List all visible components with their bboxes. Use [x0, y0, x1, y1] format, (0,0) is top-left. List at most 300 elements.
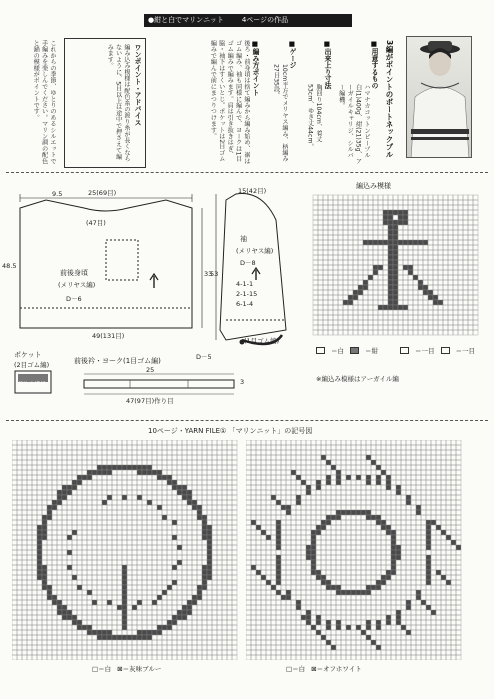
grid-cell [147, 450, 152, 455]
grid-cell [52, 485, 57, 490]
grid-cell [468, 305, 473, 310]
grid-cell [363, 330, 368, 335]
grid-cell [62, 510, 67, 515]
grid-cell [187, 530, 192, 535]
grid-cell [356, 605, 361, 610]
grid-cell [42, 530, 47, 535]
grid-cell [261, 475, 266, 480]
grid-cell [261, 550, 266, 555]
grid-cell [338, 255, 343, 260]
grid-cell [142, 630, 147, 635]
grid-cell [122, 585, 127, 590]
grid-cell [296, 530, 301, 535]
grid-cell [378, 230, 383, 235]
grid-cell [152, 520, 157, 525]
grid-cell [137, 550, 142, 555]
grid-cell [47, 650, 52, 655]
grid-cell [281, 525, 286, 530]
grid-cell [82, 650, 87, 655]
grid-cell [433, 220, 438, 225]
grid-cell [391, 440, 396, 445]
grid-cell [32, 465, 37, 470]
grid-cell [197, 570, 202, 575]
grid-cell [137, 620, 142, 625]
grid-cell [356, 615, 361, 620]
grid-cell [453, 220, 458, 225]
grid-cell [52, 460, 57, 465]
grid-cell [87, 525, 92, 530]
grid-cell [341, 450, 346, 455]
grid-cell [331, 620, 336, 625]
grid-cell [386, 460, 391, 465]
grid-cell [386, 650, 391, 655]
grid-cell [122, 480, 127, 485]
grid-cell [27, 530, 32, 535]
grid-cell [448, 325, 453, 330]
grid-cell [353, 325, 358, 330]
grid-cell [276, 585, 281, 590]
grid-cell [356, 640, 361, 645]
grid-cell [388, 235, 393, 240]
grid-cell [112, 600, 117, 605]
grid-cell [398, 305, 403, 310]
grid-cell [167, 640, 172, 645]
grid-cell [251, 540, 256, 545]
grid-cell [172, 475, 177, 480]
grid-cell [401, 495, 406, 500]
grid-cell [192, 485, 197, 490]
grid-cell [468, 210, 473, 215]
grid-cell [291, 570, 296, 575]
grid-cell [426, 630, 431, 635]
grid-cell [301, 460, 306, 465]
grid-cell [468, 320, 473, 325]
grid-cell [207, 610, 212, 615]
grid-cell [172, 450, 177, 455]
grid-cell [227, 480, 232, 485]
grid-cell [301, 565, 306, 570]
grid-cell [177, 520, 182, 525]
grid-cell [371, 560, 376, 565]
grid-cell [326, 510, 331, 515]
grid-cell [212, 440, 217, 445]
grid-cell [411, 625, 416, 630]
grid-cell [67, 625, 72, 630]
grid-cell [232, 450, 237, 455]
grid-cell [411, 580, 416, 585]
grid-cell [77, 550, 82, 555]
grid-cell [296, 445, 301, 450]
grid-cell [313, 315, 318, 320]
grid-cell [306, 475, 311, 480]
grid-cell [212, 565, 217, 570]
grid-cell [87, 460, 92, 465]
grid-cell [187, 460, 192, 465]
grid-cell [323, 285, 328, 290]
grid-cell [212, 575, 217, 580]
grid-cell [311, 600, 316, 605]
grid-cell [363, 205, 368, 210]
grid-cell [286, 565, 291, 570]
grid-cell [396, 505, 401, 510]
grid-cell [227, 585, 232, 590]
grid-cell [187, 450, 192, 455]
grid-cell [72, 530, 77, 535]
grid-cell [57, 530, 62, 535]
grid-cell [401, 590, 406, 595]
grid-cell [152, 585, 157, 590]
grid-cell [438, 225, 443, 230]
grid-cell [187, 620, 192, 625]
grid-cell [348, 260, 353, 265]
grid-cell [463, 315, 468, 320]
grid-cell [458, 285, 463, 290]
grid-cell [162, 655, 167, 660]
grid-cell [391, 455, 396, 460]
grid-cell [403, 310, 408, 315]
grid-cell [207, 485, 212, 490]
grid-cell [291, 505, 296, 510]
grid-cell [378, 305, 383, 310]
grid-cell [232, 455, 237, 460]
grid-cell [27, 640, 32, 645]
grid-cell [371, 650, 376, 655]
bl-legend-b: ⊠＝灰味ブルー [117, 665, 162, 673]
grid-cell [251, 605, 256, 610]
grid-cell [453, 210, 458, 215]
grid-cell [446, 495, 451, 500]
grid-cell [443, 295, 448, 300]
grid-cell [112, 615, 117, 620]
grid-cell [82, 570, 87, 575]
grid-cell [378, 210, 383, 215]
grid-cell [67, 575, 72, 580]
grid-cell [348, 215, 353, 220]
grid-cell [232, 445, 237, 450]
grid-cell [336, 520, 341, 525]
grid-cell [87, 440, 92, 445]
grid-cell [52, 640, 57, 645]
grid-cell [456, 460, 461, 465]
grid-cell [132, 440, 137, 445]
grid-cell [341, 495, 346, 500]
grid-cell [266, 545, 271, 550]
grid-cell [281, 465, 286, 470]
grid-cell [446, 470, 451, 475]
grid-cell [172, 525, 177, 530]
grid-cell [356, 500, 361, 505]
grid-cell [316, 575, 321, 580]
grid-cell [338, 310, 343, 315]
grid-cell [152, 440, 157, 445]
grid-cell [473, 205, 478, 210]
grid-cell [17, 515, 22, 520]
grid-cell [356, 490, 361, 495]
grid-cell [112, 520, 117, 525]
grid-cell [433, 285, 438, 290]
grid-cell [82, 655, 87, 660]
grid-cell [468, 250, 473, 255]
grid-cell [381, 645, 386, 650]
grid-cell [326, 590, 331, 595]
grid-cell [182, 520, 187, 525]
grid-cell [338, 320, 343, 325]
grid-cell [301, 540, 306, 545]
grid-cell [222, 635, 227, 640]
grid-cell [381, 450, 386, 455]
grid-cell [147, 650, 152, 655]
grid-cell [373, 295, 378, 300]
grid-cell [343, 225, 348, 230]
grid-cell [37, 565, 42, 570]
grid-cell [296, 500, 301, 505]
grid-cell [446, 555, 451, 560]
grid-cell [361, 520, 366, 525]
grid-cell [172, 545, 177, 550]
grid-cell [398, 260, 403, 265]
grid-cell [172, 540, 177, 545]
grid-cell [52, 625, 57, 630]
grid-cell [112, 595, 117, 600]
grid-cell [473, 220, 478, 225]
grid-cell [296, 630, 301, 635]
grid-cell [137, 505, 142, 510]
grid-cell [251, 655, 256, 660]
grid-cell [222, 525, 227, 530]
grid-cell [27, 645, 32, 650]
grid-cell [376, 630, 381, 635]
grid-cell [187, 585, 192, 590]
grid-cell [386, 510, 391, 515]
grid-cell [152, 635, 157, 640]
grid-cell [137, 645, 142, 650]
grid-cell [17, 625, 22, 630]
grid-cell [281, 490, 286, 495]
grid-cell [383, 260, 388, 265]
grid-cell [102, 655, 107, 660]
grid-cell [446, 650, 451, 655]
grid-cell [67, 460, 72, 465]
grid-cell [376, 605, 381, 610]
grid-cell [57, 570, 62, 575]
grid-cell [441, 575, 446, 580]
grid-cell [47, 555, 52, 560]
grid-cell [197, 575, 202, 580]
grid-cell [192, 550, 197, 555]
grid-cell [62, 570, 67, 575]
grid-cell [127, 520, 132, 525]
grid-cell [316, 500, 321, 505]
grid-cell [67, 445, 72, 450]
grid-cell [326, 540, 331, 545]
grid-cell [346, 620, 351, 625]
grid-cell [426, 480, 431, 485]
grid-cell [261, 455, 266, 460]
grid-cell [276, 530, 281, 535]
grid-cell [356, 550, 361, 555]
grid-cell [27, 590, 32, 595]
grid-cell [403, 225, 408, 230]
grid-cell [353, 290, 358, 295]
grid-cell [276, 610, 281, 615]
grid-cell [418, 260, 423, 265]
grid-cell [451, 625, 456, 630]
grid-cell [426, 625, 431, 630]
grid-cell [246, 440, 251, 445]
grid-cell [27, 560, 32, 565]
grid-cell [333, 200, 338, 205]
grid-cell [246, 635, 251, 640]
grid-cell [177, 500, 182, 505]
grid-cell [368, 230, 373, 235]
grid-cell [27, 515, 32, 520]
grid-cell [261, 565, 266, 570]
grid-cell [182, 515, 187, 520]
grid-cell [348, 245, 353, 250]
grid-cell [157, 530, 162, 535]
grid-cell [107, 585, 112, 590]
grid-cell [338, 285, 343, 290]
grid-cell [22, 445, 27, 450]
grid-cell [301, 575, 306, 580]
grid-cell [401, 650, 406, 655]
grid-cell [152, 595, 157, 600]
grid-cell [246, 480, 251, 485]
grid-cell [376, 655, 381, 660]
grid-cell [197, 630, 202, 635]
grid-cell [281, 505, 286, 510]
grid-cell [348, 195, 353, 200]
grid-cell [291, 535, 296, 540]
grid-cell [266, 555, 271, 560]
grid-cell [37, 605, 42, 610]
grid-cell [157, 450, 162, 455]
grid-cell [212, 640, 217, 645]
grid-cell [393, 195, 398, 200]
grid-cell [393, 285, 398, 290]
grid-cell [32, 625, 37, 630]
grid-cell [388, 205, 393, 210]
grid-cell [473, 295, 478, 300]
grid-cell [207, 475, 212, 480]
grid-cell [456, 520, 461, 525]
grid-cell [82, 495, 87, 500]
grid-cell [296, 440, 301, 445]
grid-cell [32, 445, 37, 450]
grid-cell [232, 525, 237, 530]
grid-cell [97, 625, 102, 630]
grid-cell [107, 460, 112, 465]
grid-cell [42, 535, 47, 540]
grid-cell [77, 580, 82, 585]
grid-cell [42, 645, 47, 650]
grid-cell [381, 615, 386, 620]
grid-cell [187, 610, 192, 615]
grid-cell [451, 455, 456, 460]
grid-cell [441, 610, 446, 615]
grid-cell [408, 255, 413, 260]
grid-cell [383, 265, 388, 270]
grid-cell [358, 285, 363, 290]
grid-cell [246, 525, 251, 530]
grid-cell [326, 515, 331, 520]
grid-cell [276, 490, 281, 495]
grid-cell [331, 570, 336, 575]
grid-cell [306, 505, 311, 510]
grid-cell [443, 205, 448, 210]
grid-cell [393, 275, 398, 280]
grid-cell [366, 525, 371, 530]
grid-cell [341, 645, 346, 650]
grid-cell [157, 520, 162, 525]
grid-cell [353, 260, 358, 265]
grid-cell [246, 485, 251, 490]
grid-cell [42, 490, 47, 495]
grid-cell [391, 610, 396, 615]
grid-cell [147, 445, 152, 450]
grid-cell [152, 645, 157, 650]
grid-cell [311, 520, 316, 525]
grid-cell [463, 325, 468, 330]
grid-cell [57, 605, 62, 610]
grid-cell [92, 625, 97, 630]
grid-cell [182, 575, 187, 580]
grid-cell [52, 575, 57, 580]
grid-cell [473, 265, 478, 270]
grid-cell [348, 200, 353, 205]
grid-cell [438, 240, 443, 245]
grid-cell [426, 605, 431, 610]
grid-cell [331, 550, 336, 555]
grid-cell [82, 500, 87, 505]
grid-cell [67, 645, 72, 650]
grid-cell [137, 490, 142, 495]
grid-cell [202, 620, 207, 625]
grid-cell [353, 270, 358, 275]
grid-cell [431, 640, 436, 645]
grid-cell [393, 215, 398, 220]
grid-cell [353, 245, 358, 250]
grid-cell [426, 490, 431, 495]
grid-cell [256, 645, 261, 650]
grid-cell [232, 520, 237, 525]
sleeve-stitch: (メリヤス編) [236, 247, 274, 255]
grid-cell [42, 560, 47, 565]
grid-cell [281, 535, 286, 540]
grid-cell [77, 585, 82, 590]
grid-cell [448, 310, 453, 315]
grid-cell [12, 645, 17, 650]
grid-cell [436, 485, 441, 490]
grid-cell [157, 635, 162, 640]
grid-cell [127, 470, 132, 475]
grid-cell [207, 445, 212, 450]
grid-cell [311, 465, 316, 470]
grid-cell [441, 445, 446, 450]
grid-cell [453, 195, 458, 200]
grid-cell [117, 475, 122, 480]
grid-cell [451, 555, 456, 560]
grid-cell [82, 530, 87, 535]
grid-cell [428, 225, 433, 230]
photo-illustration [407, 37, 472, 158]
grid-cell [353, 250, 358, 255]
grid-cell [383, 225, 388, 230]
grid-cell [182, 655, 187, 660]
grid-cell [62, 505, 67, 510]
grid-cell [456, 560, 461, 565]
grid-cell [217, 565, 222, 570]
